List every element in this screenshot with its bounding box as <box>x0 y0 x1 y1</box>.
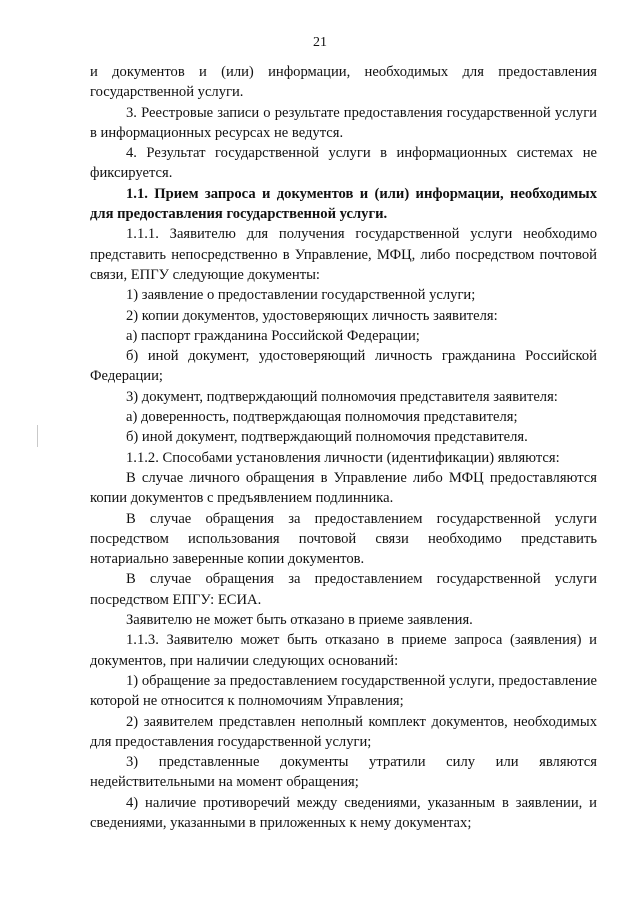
scan-margin-mark <box>37 425 38 447</box>
paragraph: Заявителю не может быть отказано в приеме заявления. <box>126 612 473 629</box>
paragraph: и документов и (или) информации, необходимых для предоставления государственной услуги. <box>90 64 597 101</box>
list-item: б) иной документ, удостоверяющий личность гражданина Российской Федерации; <box>90 348 597 385</box>
list-item: 3) документ, подтверждающий полномочия представителя заявителя: <box>126 388 558 405</box>
list-item: а) доверенность, подтверждающая полномочия представителя; <box>126 409 518 426</box>
paragraph: В случае обращения за предоставлением государственной услуги посредством ЕПГУ: ЕСИА. <box>90 571 597 608</box>
list-item: 2) копии документов, удостоверяющих личность заявителя: <box>126 307 498 324</box>
paragraph: 1.1.2. Способами установления личности (идентификации) являются: <box>126 449 560 466</box>
page-number: 21 <box>313 35 327 50</box>
body-text <box>90 62 597 833</box>
list-item: а) паспорт гражданина Российской Федерации; <box>126 327 420 344</box>
list-item: 2) заявителем представлен неполный комплект документов, необходимых для предоставления государственной услуги; <box>90 713 597 750</box>
list-item: б) иной документ, подтверждающий полномочия представителя. <box>126 429 528 446</box>
paragraph: 1.1.3. Заявителю может быть отказано в приеме запроса (заявления) и документов, при наличии следующих оснований: <box>90 632 597 669</box>
list-item: 1) обращение за предоставлением государственной услуги, предоставление которой не относится к полномочиям Управления; <box>90 672 597 710</box>
paragraph: 3. Реестровые записи о результате предоставления государственной услуги в информационных ресурсах не ведутся. <box>90 104 597 141</box>
paragraph: В случае обращения за предоставлением государственной услуги посредством использования почтовой связи необходимо представить нотариально заверенные копии документов. <box>90 510 597 568</box>
paragraph: В случае личного обращения в Управление либо МФЦ предоставляются копии документов с предъявлением подлинника. <box>90 469 597 507</box>
paragraph: 1.1.1. Заявителю для получения государственной услуги необходимо представить непосредственно в Управление, МФЦ, либо посредством почтовой связи, ЕПГУ следующие документы: <box>90 226 597 283</box>
section-heading: 1.1. Прием запроса и документов и (или) информации, необходимых для предоставления государственной услуги. <box>90 185 597 223</box>
list-item: 1) заявление о предоставлении государственной услуги; <box>126 287 476 304</box>
paragraph: 4. Результат государственной услуги в информационных системах не фиксируется. <box>90 145 597 182</box>
list-item: 3) представленные документы утратили силу или являются недействительными на момент обращения; <box>90 754 597 791</box>
list-item: 4) наличие противоречий между сведениями, указанным в заявлении, и сведениями, указанными в приложенных к нему документах; <box>90 794 597 831</box>
